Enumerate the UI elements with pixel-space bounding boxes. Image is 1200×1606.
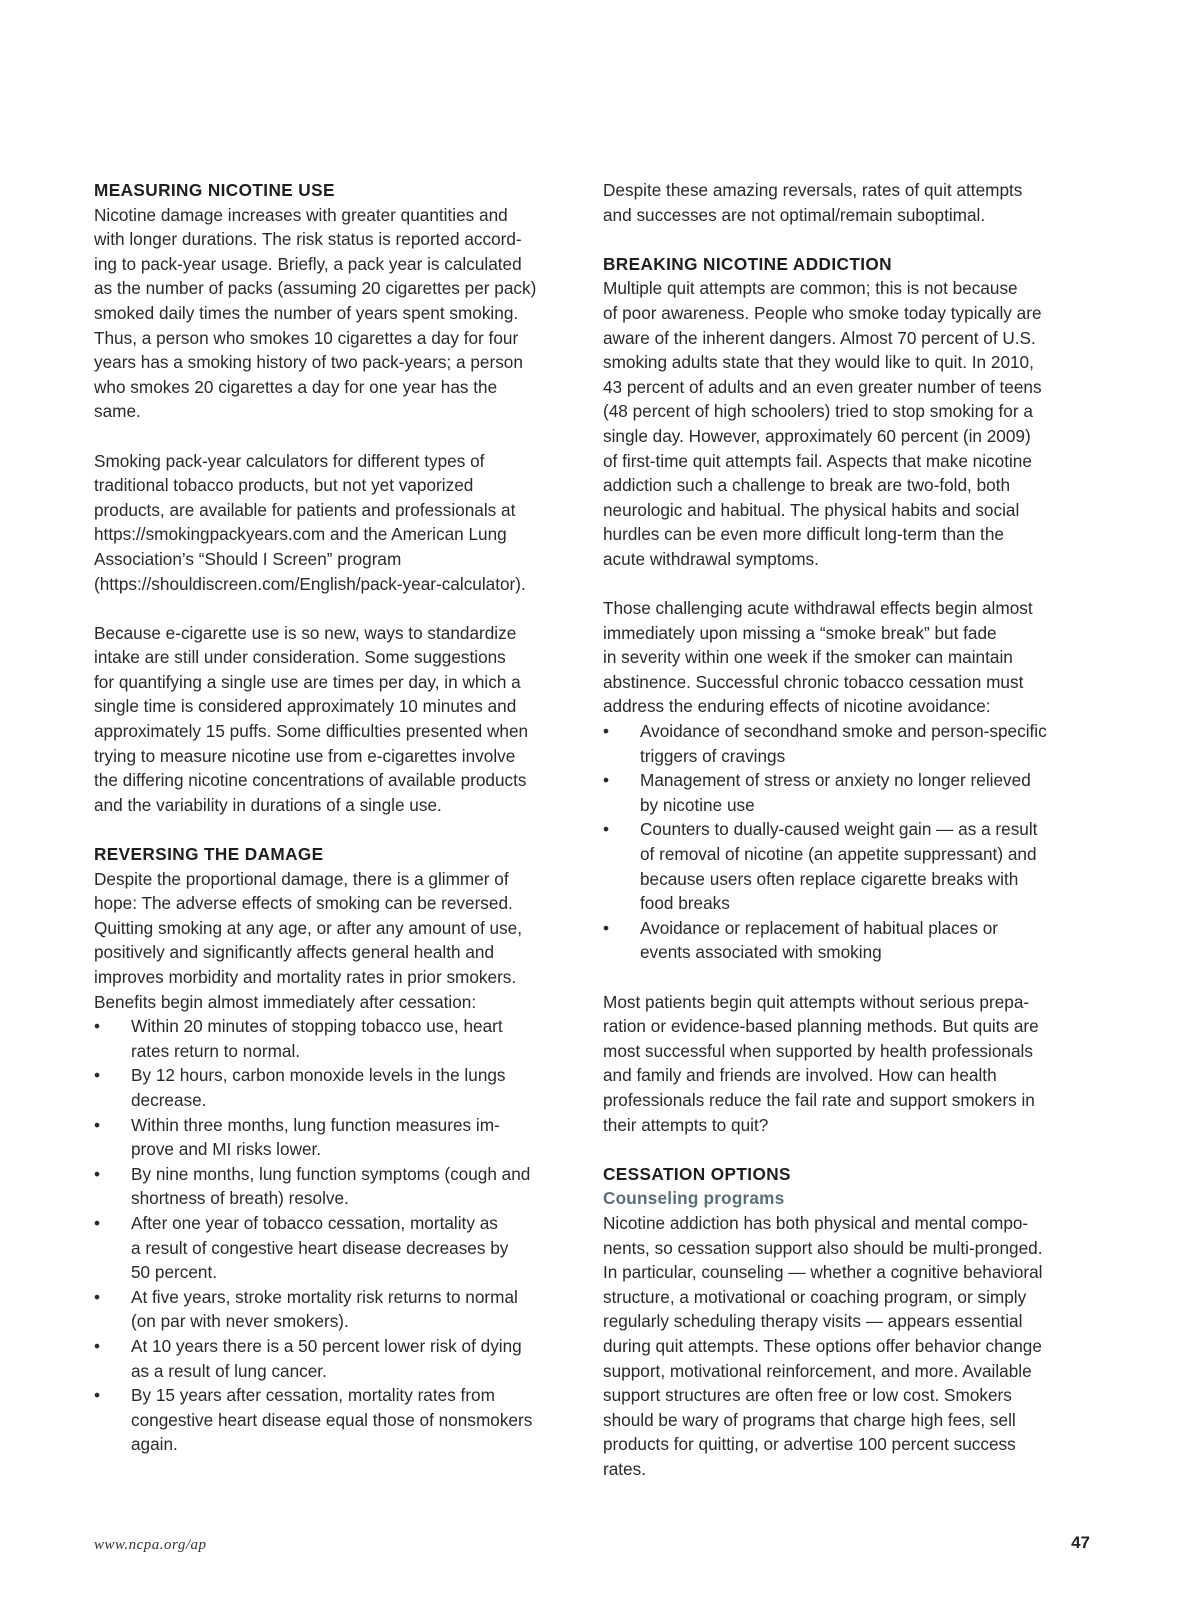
right-text-line: nents, so cessation support also should be multi-pronged.	[603, 1237, 1043, 1258]
right-text-line: 43 percent of adults and an even greater number of teens	[603, 376, 1042, 397]
right-subheading: Counseling programs	[603, 1188, 785, 1209]
left-bullet-item: • At 10 years there is a 50 percent lower risk of dying	[94, 1334, 574, 1359]
left-text-line: Smoking pack-year calculators for different types of	[94, 450, 485, 471]
right-paragraph-gap	[603, 1137, 1093, 1162]
left-bullet-item: • By 12 hours, carbon monoxide levels in the lungs	[94, 1063, 574, 1088]
right-text-line: professionals reduce the fail rate and support smokers in	[603, 1089, 1035, 1110]
left-text-line: for quantifying a single use are times per day, in which a	[94, 671, 521, 692]
left-bullet-continuation: as a result of lung cancer.	[131, 1360, 327, 1381]
right-paragraph-gap	[603, 572, 1093, 597]
right-text-line: Multiple quit attempts are common; this is not because	[603, 278, 1018, 299]
left-bullet-continuation: again.	[131, 1434, 178, 1455]
left-text-line: single time is considered approximately 10 minutes and	[94, 696, 517, 717]
left-text-line: the differing nicotine concentrations of available products	[94, 770, 527, 791]
left-text-line: Despite the proportional damage, there is a glimmer of	[94, 868, 509, 889]
right-text-line: regularly scheduling therapy visits — appears essential	[603, 1311, 1023, 1332]
left-text-line: Association’s “Should I Screen” program	[94, 548, 402, 569]
left-text-line: smoked daily times the number of years spent smoking.	[94, 302, 519, 323]
left-section-heading: MEASURING NICOTINE USE	[94, 180, 335, 200]
left-bullet-continuation: shortness of breath) resolve.	[131, 1188, 349, 1209]
right-text-line: immediately upon missing a “smoke break” but fade	[603, 622, 997, 643]
right-text-line: Despite these amazing reversals, rates of quit attempts	[603, 180, 1023, 200]
right-text-line: acute withdrawal symptoms.	[603, 548, 819, 569]
footer-url[interactable]: www.ncpa.org/ap	[94, 1537, 207, 1553]
left-text-line: as the number of packs (assuming 20 cigarettes per pack)	[94, 278, 537, 299]
right-text-line: and family and friends are involved. How can health	[603, 1065, 997, 1086]
right-text-line: their attempts to quit?	[603, 1114, 769, 1135]
right-bullet-continuation: by nicotine use	[640, 794, 755, 815]
right-section-heading: BREAKING NICOTINE ADDICTION	[603, 253, 892, 274]
right-text-line: ration or evidence-based planning methods. But quits are	[603, 1016, 1039, 1037]
left-bullet-continuation: rates return to normal.	[131, 1040, 301, 1061]
left-text-line: and the variability in durations of a single use.	[94, 794, 442, 815]
right-text-line: should be wary of programs that charge high fees, sell	[603, 1409, 1016, 1430]
left-bullet-item: • By 15 years after cessation, mortality rates from	[94, 1383, 574, 1408]
right-paragraph-gap	[603, 965, 1093, 990]
left-text-line: years has a smoking history of two pack-years; a person	[94, 352, 523, 373]
right-text-line: neurologic and habitual. The physical habits and social	[603, 499, 1020, 520]
left-bullet-continuation: prove and MI risks lower.	[131, 1139, 322, 1160]
left-text-line: ing to pack-year usage. Briefly, a pack year is calculated	[94, 253, 522, 274]
left-text-line: intake are still under consideration. Some suggestions	[94, 647, 506, 668]
right-paragraph-gap	[603, 227, 1093, 252]
right-text-line: of poor awareness. People who smoke today typically are	[603, 302, 1042, 323]
left-bullet-continuation: congestive heart disease equal those of nonsmokers	[131, 1409, 533, 1430]
right-text-line: single day. However, approximately 60 percent (in 2009)	[603, 425, 1031, 446]
right-text-line: in severity within one week if the smoker can maintain	[603, 647, 1013, 668]
left-bullet-item: • Within three months, lung function measures im-	[94, 1113, 574, 1138]
right-text-line: addiction such a challenge to break are two-fold, both	[603, 475, 1011, 496]
left-text-line: traditional tobacco products, but not yet vaporized	[94, 475, 474, 496]
right-text-line: products for quitting, or advertise 100 percent success	[603, 1434, 1016, 1455]
left-bullet-item: • By nine months, lung function symptoms (cough and	[94, 1162, 574, 1187]
right-text-line: In particular, counseling — whether a cognitive behavioral	[603, 1262, 1043, 1283]
left-column	[94, 178, 574, 1457]
right-bullet-continuation: of removal of nicotine (an appetite suppressant) and	[640, 844, 1037, 865]
left-text-line: Thus, a person who smokes 10 cigarettes a day for four	[94, 327, 519, 348]
right-text-line: hurdles can be even more difficult long-term than the	[603, 524, 1004, 545]
right-bullet-continuation: triggers of cravings	[640, 745, 786, 766]
left-text-line: https://smokingpackyears.com and the American Lung	[94, 524, 507, 545]
left-bullet-continuation: a result of congestive heart disease decreases by	[131, 1237, 509, 1258]
left-text-line: Because e-cigarette use is so new, ways to standardize	[94, 622, 517, 643]
left-paragraph-gap	[94, 424, 574, 449]
left-text-line: Nicotine damage increases with greater quantities and	[94, 204, 508, 225]
right-text-line: abstinence. Successful chronic tobacco cessation must	[603, 671, 1024, 692]
left-text-line: approximately 15 puffs. Some difficulties presented when	[94, 721, 529, 742]
right-text-line: structure, a motivational or coaching program, or simply	[603, 1286, 1027, 1307]
left-bullet-continuation: 50 percent.	[131, 1262, 217, 1283]
left-section-heading: REVERSING THE DAMAGE	[94, 844, 324, 865]
right-text-line: and successes are not optimal/remain suboptimal.	[603, 204, 986, 225]
right-text-line: of first-time quit attempts fail. Aspects that make nicotine	[603, 450, 1032, 471]
right-bullet-continuation: because users often replace cigarette breaks with	[640, 868, 1019, 889]
left-text-line: who smokes 20 cigarettes a day for one year has the	[94, 376, 498, 397]
left-text-line: trying to measure nicotine use from e-cigarettes involve	[94, 745, 516, 766]
right-bullet-item: • Avoidance of secondhand smoke and person-specific	[603, 719, 1093, 744]
left-bullet-continuation: (on par with never smokers).	[131, 1311, 349, 1332]
right-text-line: most successful when supported by health professionals	[603, 1040, 1033, 1061]
left-paragraph-gap	[94, 596, 574, 621]
left-bullet-item: • At five years, stroke mortality risk returns to normal	[94, 1285, 574, 1310]
right-text-line: support, motivational reinforcement, and more. Available	[603, 1360, 1032, 1381]
right-text-line: Those challenging acute withdrawal effects begin almost	[603, 598, 1033, 619]
right-text-line: Most patients begin quit attempts without serious prepa-	[603, 991, 1030, 1012]
right-bullet-item: • Avoidance or replacement of habitual places or	[603, 916, 1093, 941]
right-text-line: address the enduring effects of nicotine avoidance:	[603, 696, 991, 717]
right-bullet-continuation: events associated with smoking	[640, 942, 882, 963]
right-text-line: (48 percent of high schoolers) tried to stop smoking for a	[603, 401, 1033, 422]
right-column	[603, 178, 1093, 1481]
right-text-line: Nicotine addiction has both physical and mental compo-	[603, 1212, 1029, 1233]
left-text-line: same.	[94, 401, 141, 422]
right-text-line: support structures are often free or low cost. Smokers	[603, 1385, 1012, 1406]
right-text-line: aware of the inherent dangers. Almost 70 percent of U.S.	[603, 327, 1036, 348]
left-bullet-continuation: decrease.	[131, 1089, 207, 1110]
left-text-line: positively and significantly affects general health and	[94, 942, 495, 963]
left-text-line: Quitting smoking at any age, or after any amount of use,	[94, 917, 523, 938]
page-number: 47	[1071, 1533, 1090, 1552]
right-section-heading: CESSATION OPTIONS	[603, 1163, 791, 1184]
right-text-line: rates.	[603, 1458, 646, 1479]
left-text-line: Benefits begin almost immediately after cessation:	[94, 991, 477, 1012]
left-paragraph-gap	[94, 817, 574, 842]
left-text-line: with longer durations. The risk status is reported accord-	[94, 229, 522, 250]
left-text-line: products, are available for patients and professionals at	[94, 499, 516, 520]
left-bullet-item: • After one year of tobacco cessation, mortality as	[94, 1211, 574, 1236]
right-text-line: during quit attempts. These options offer behavior change	[603, 1335, 1042, 1356]
left-text-line: hope: The adverse effects of smoking can be reversed.	[94, 893, 513, 914]
left-bullet-item: • Within 20 minutes of stopping tobacco use, heart	[94, 1014, 574, 1039]
right-bullet-item: • Counters to dually-caused weight gain — as a result	[603, 817, 1093, 842]
right-bullet-item: • Management of stress or anxiety no longer relieved	[603, 768, 1093, 793]
left-text-line: improves morbidity and mortality rates in prior smokers.	[94, 967, 517, 987]
right-text-line: smoking adults state that they would like to quit. In 2010,	[603, 352, 1034, 373]
left-text-line: (https://shouldiscreen.com/English/pack-year-calculator).	[94, 573, 526, 594]
right-bullet-continuation: food breaks	[640, 893, 730, 914]
